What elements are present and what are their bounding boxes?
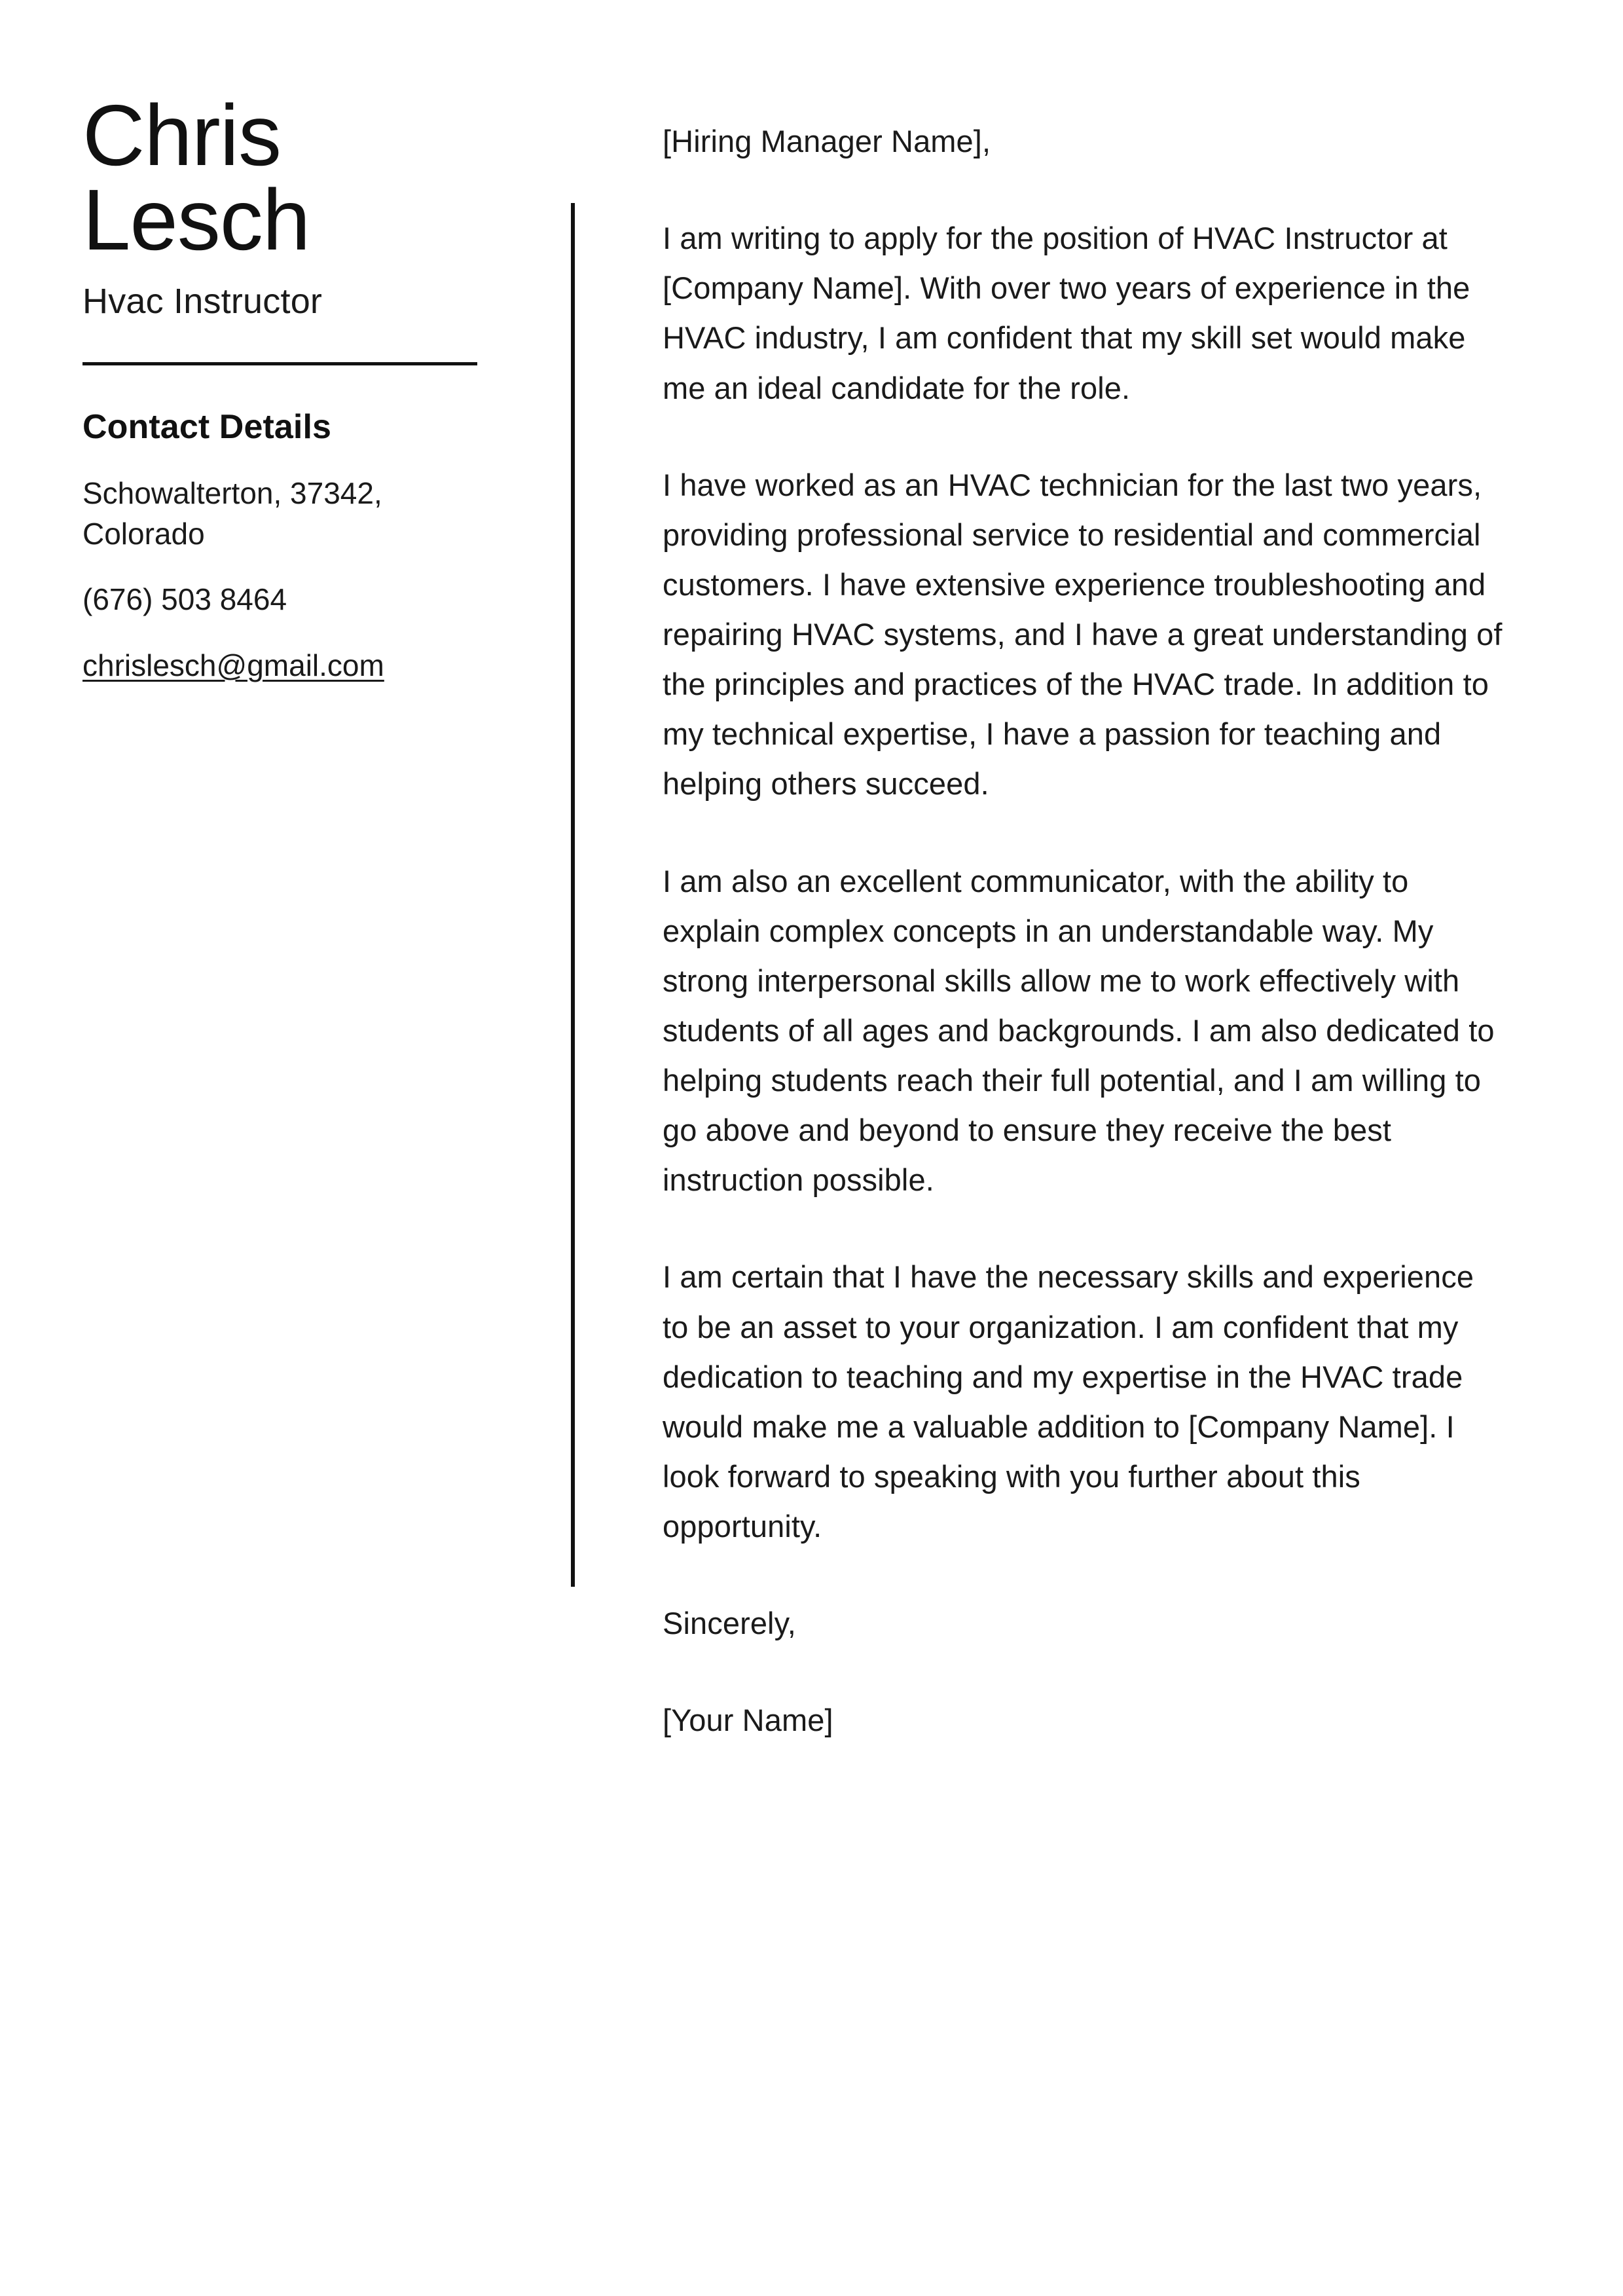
contact-details-heading: Contact Details [82,408,332,447]
contact-email[interactable]: chrislesch@gmail.com [82,648,384,682]
applicant-first-name: Chris [82,87,282,183]
letter-salutation: [Hiring Manager Name], [663,124,991,158]
sidebar-divider [82,362,477,365]
letter-paragraph-1: I am writing to apply for the position of HVAC Instructor at [Company Name]. With over two years of experience in the HVAC industry, I am confident that my skill set would make me an ideal candidate for the role. [663,221,1470,405]
vertical-divider [571,203,575,1587]
letter-body [663,117,1507,1745]
letter-paragraph-4: I am certain that I have the necessary skills and experience to be an asset to your organization. I am confident that my dedication to teaching and my expertise in the HVAC trade would make me a valuable addition to [Company Name]. I look forward to speaking with you further about this opportunity. [663,1259,1474,1544]
letter-signature: [Your Name] [663,1703,833,1738]
letter-paragraph-2: I have worked as an HVAC technician for the last two years, providing professional service to residential and commercial customers. I have extensive experience troubleshooting and repairing HVAC systems, and I have a great understanding of the principles and practices of the HVAC trade. In addition to my technical expertise, I have a passion for teaching and helping others succeed. [663,467,1503,802]
applicant-name [82,87,482,268]
contact-address: Schowalterton, 37342, Colorado [82,476,382,551]
contact-phone[interactable]: (676) 503 8464 [82,582,287,617]
sidebar [82,87,482,711]
contact-details-list [82,473,482,685]
letter-paragraph-3: I am also an excellent communicator, with the ability to explain complex concepts in an understandable way. My strong interpersonal skills allow me to work effectively with students of all ages and backgrounds. I am also dedicated to helping students reach their full potential, and I am willing to go above and beyond to ensure they receive the best instruction possible. [663,863,1495,1198]
applicant-job-title: Hvac Instructor [82,282,323,322]
letter-closing: Sincerely, [663,1606,796,1641]
applicant-last-name: Lesch [82,171,310,268]
